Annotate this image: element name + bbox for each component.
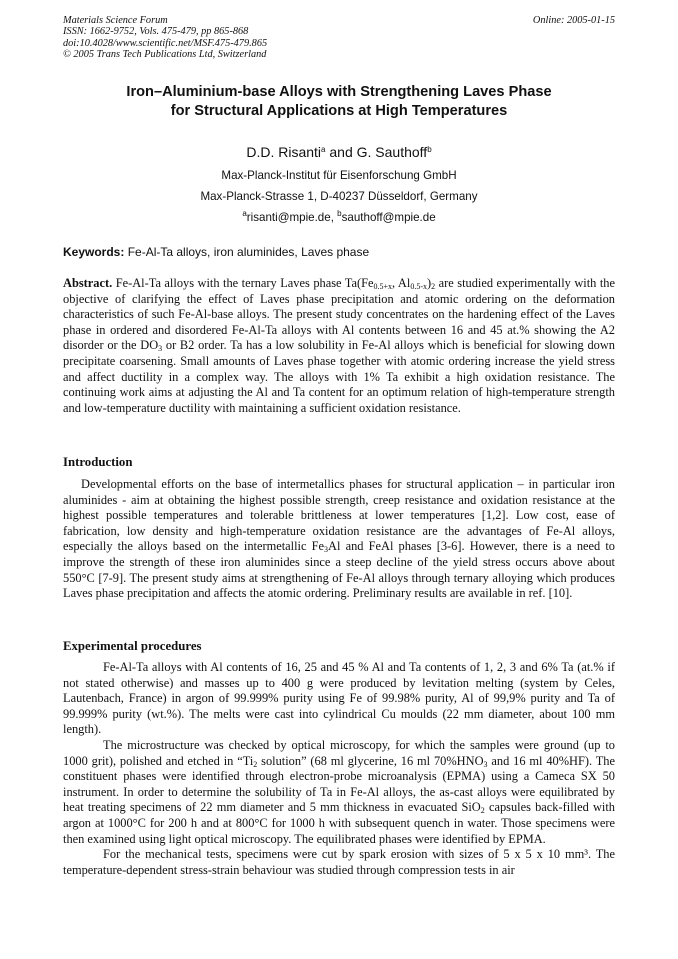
abstract-text: or B2 order. Ta has a low solubility in Fe-Al alloys which is beneficial for slowing down precipitate coarsening. Small amounts of Laves phase together with atomic ordering increase the yield stress and affect ductility in a complex way. The alloys with 1% Ta exhibit a high oxidation resistance. The continuing work aims at adjusting the Al and Ta content for an optimum relation of high-temperature strength and low-temperature ductility with maintaining a sufficient oxidation resistance. bbox=[63, 338, 615, 415]
abstract-subscript: 2 bbox=[431, 282, 436, 291]
online-date: Online: 2005-01-15 bbox=[532, 15, 615, 26]
author-2: G. Sauthoff bbox=[356, 144, 428, 160]
doi-line[interactable]: doi:10.4028/www.scientific.net/MSF.475-479.865 bbox=[63, 37, 268, 49]
affiliation-institute: Max-Planck-Institut für Eisenforschung GmbH bbox=[221, 169, 457, 182]
abstract-text: are studied experimentally with the objective of clarifying the effect of Laves phase precipitation and atomic ordering on the deformation characteristics of such Fe-Al-base alloys. The present study concentrates on the hardening effect of the Laves phase in ordered and disordered Fe-Al-Ta alloys with Al contents between 16 and 45 at.% showing the A2 disorder or the DO bbox=[63, 276, 615, 353]
issn-line: ISSN: 1662-9752, Vols. 475-479, pp 865-868 bbox=[63, 26, 249, 38]
author-2-mark: b bbox=[427, 145, 432, 154]
journal-name: Materials Science Forum bbox=[63, 15, 168, 26]
introduction-paragraph bbox=[63, 477, 615, 602]
abstract-subscript: 0.5+x bbox=[373, 282, 393, 291]
abstract-subscript: 3 bbox=[158, 344, 163, 354]
keywords-line bbox=[63, 245, 369, 260]
email-1-mark: a bbox=[242, 209, 247, 218]
experimental-subscript: 2 bbox=[480, 806, 485, 816]
experimental-text: and 16 ml 40%HF). The constituent phases were identified through electron-probe microanalysis (EPMA) using a Cameca SX 50 instrument. In order to determine the solubility of Ta in Fe-Al alloys, the as-cast alloys were equilibrated by heat treating specimens of 22 mm diameter and 5 mm thickness in evacuated SiO bbox=[63, 753, 615, 815]
experimental-paragraph-3: For the mechanical tests, specimens were cut by spark erosion with sizes of 5 x 5 x 10 mm³. The temperature-dependent stress-strain behaviour was studied through compression tests in air bbox=[63, 847, 615, 877]
keywords-text: Fe-Al-Ta alloys, iron aluminides, Laves phase bbox=[124, 245, 370, 259]
experimental-section bbox=[63, 660, 615, 878]
introduction-heading: Introduction bbox=[63, 455, 133, 469]
introduction-subscript: 3 bbox=[324, 545, 329, 555]
title-line-1: Iron–Aluminium-base Alloys with Strengthening Laves Phase bbox=[126, 84, 552, 100]
email-2-mark: b bbox=[337, 209, 342, 218]
author-1-mark: a bbox=[321, 145, 326, 154]
experimental-text: solution” (68 ml glycerine, 16 ml 70%HNO bbox=[257, 753, 484, 768]
experimental-text: capsules back-filled with argon at 1000°C for 200 h and at 800°C for 1000 h with subsequent quench in water. Those specimens were then examined using light optical microscopy. The equilibrated phases were identified by EPMA. bbox=[63, 800, 615, 846]
abstract-subscript: 0.5-x bbox=[410, 282, 427, 291]
keywords-label: Keywords: bbox=[63, 245, 125, 259]
author-line bbox=[63, 143, 615, 161]
abstract-text: , Al bbox=[392, 276, 411, 290]
affiliation-address: Max-Planck-Strasse 1, D-40237 Düsseldorf, Germany bbox=[200, 190, 478, 203]
abstract-label: Abstract. bbox=[63, 276, 113, 290]
experimental-subscript: 3 bbox=[483, 759, 488, 769]
email-2[interactable]: sauthoff@mpie.de bbox=[341, 211, 436, 224]
email-1[interactable]: risanti@mpie.de, bbox=[246, 211, 338, 224]
author-1: D.D. Risanti bbox=[246, 144, 322, 160]
experimental-heading: Experimental procedures bbox=[63, 639, 202, 653]
affiliation-emails bbox=[63, 210, 615, 225]
author-conjunction: and bbox=[325, 144, 357, 160]
abstract-section bbox=[63, 276, 615, 416]
abstract-paragraph bbox=[63, 276, 615, 416]
title-line-2: for Structural Applications at High Temperatures bbox=[170, 103, 508, 119]
paper-title bbox=[63, 83, 615, 121]
journal-header bbox=[63, 15, 267, 61]
experimental-subscript: 2 bbox=[253, 759, 258, 769]
abstract-text: Fe-Al-Ta alloys with the ternary Laves phase Ta(Fe bbox=[112, 276, 374, 290]
introduction-text: Al and FeAl phases [3-6]. However, there is a need to improve the strength of these iron aluminides since a steep decline of the yield stress occurs above about 550°C [7-9]. The present study aims at strengthening of Fe-Al alloys through ternary alloying which produces Laves phase precipitation and affects the atomic ordering. Preliminary results are available in ref. [10]. bbox=[63, 539, 615, 601]
experimental-paragraph-2 bbox=[63, 738, 615, 847]
experimental-paragraph-1: Fe-Al-Ta alloys with Al contents of 16, 25 and 45 % Al and Ta contents of 1, 2, 3 and 6% Ta (at.% if not stated otherwise) and masses up to 400 g were produced by levitation melting (system by Celes, Lautenbach, France) in argon of 99.999% purity using Fe of 99.98% purity, Al of 99,9% purity and Ta of 99.999% purity (wt.%). The melts were cast into cylindrical Cu moulds (22 mm diameter, about 100 mm length). bbox=[63, 660, 615, 737]
introduction-text: Developmental efforts on the base of intermetallics phases for structural application – in particular iron aluminides - aim at obtaining the highest possible strength, creep resistance and oxidation resistance at the highest possible temperatures and tolerable brittleness at lower temperatures [1,2]. Low cost, ease of fabrication, low density and high-temperature oxidation resistance are the advantages of Fe-Al alloys, especially the alloys based on the intermetallic Fe bbox=[63, 477, 615, 554]
copyright-line: © 2005 Trans Tech Publications Ltd, Switzerland bbox=[63, 49, 267, 61]
experimental-text: The microstructure was checked by optical microscopy, for which the samples were ground (up to 1000 grit), polished and etched in “Ti bbox=[63, 737, 615, 768]
abstract-text: ) bbox=[427, 276, 432, 290]
introduction-section bbox=[63, 477, 615, 602]
